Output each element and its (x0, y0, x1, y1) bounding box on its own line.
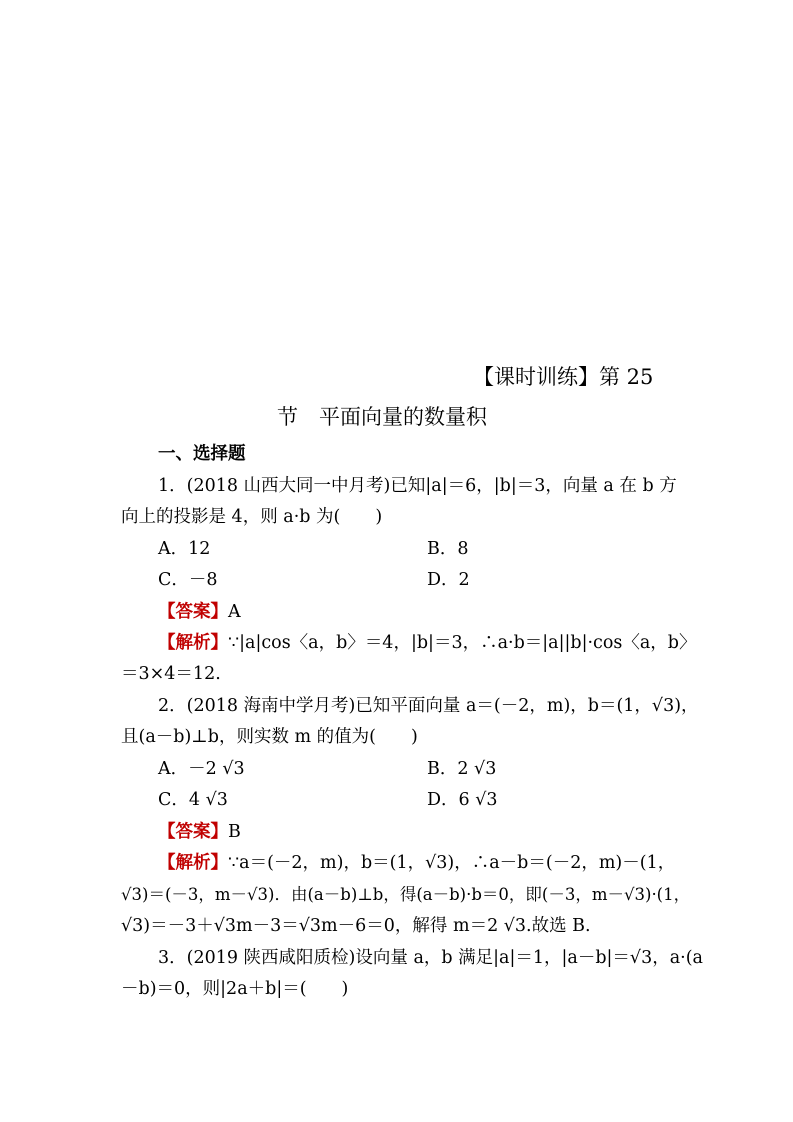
analysis-label: 【解析】 (158, 633, 228, 653)
q2-analysis-line-3: √3)＝－3＋√3m－3＝√3m－6＝0，解得 m＝2 √3.故选 B. (121, 916, 591, 936)
answer-value: B (228, 822, 241, 842)
answer-label: 【答案】 (158, 822, 228, 842)
q2-option-d: D．6 √3 (427, 790, 498, 810)
q1-option-c: C．－8 (158, 570, 218, 590)
q1-stem-line-2: 向上的投影是 4，则 a·b 为( ) (121, 507, 383, 527)
q1-option-a: A．12 (158, 539, 211, 559)
title-line-1: 【课时训练】第 25 (473, 365, 654, 389)
q2-option-b: B．2 √3 (427, 759, 497, 779)
q1-option-b: B．8 (427, 539, 469, 559)
answer-label: 【答案】 (158, 602, 228, 622)
q2-stem-line-2: 且(a－b)⊥b，则实数 m 的值为( ) (121, 727, 418, 747)
analysis-text: ∵|a|cos〈a，b〉＝4，|b|＝3，∴a·b＝|a||b|·cos〈a，b〉 (228, 633, 697, 653)
q2-option-a: A．－2 √3 (158, 759, 245, 779)
answer-value: A (228, 602, 241, 622)
q1-analysis-line-1 (158, 632, 697, 654)
q1-answer (158, 601, 241, 623)
analysis-text: ∵a＝(－2，m)，b＝(1，√3)，∴a－b＝(－2，m)－(1， (228, 853, 676, 873)
q1-option-d: D．2 (427, 570, 470, 590)
q1-analysis-line-2: ＝3×4＝12. (121, 664, 221, 684)
q2-analysis-line-1 (158, 852, 675, 874)
q1-stem-line-1: 1．(2018 山西大同一中月考)已知|a|＝6，|b|＝3，向量 a 在 b 方 (158, 476, 677, 496)
q2-analysis-line-2: √3)＝(－3，m－√3)．由(a－b)⊥b，得(a－b)·b＝0，即(－3，m－√3)·(1， (121, 885, 691, 904)
q3-stem-line-2: －b)＝0，则|2a＋b|＝( ) (121, 979, 349, 999)
q2-stem-line-1: 2．(2018 海南中学月考)已知平面向量 a＝(－2，m)，b＝(1，√3)， (158, 696, 699, 716)
section-heading: 一、选择题 (158, 444, 246, 464)
title-line-2: 节 平面向量的数量积 (277, 405, 487, 429)
q2-answer (158, 821, 241, 843)
q3-stem-line-1: 3．(2019 陕西咸阳质检)设向量 a，b 满足|a|＝1，|a－b|＝√3，a·(a (158, 948, 703, 968)
q2-option-c: C．4 √3 (158, 790, 228, 810)
analysis-label: 【解析】 (158, 853, 228, 873)
